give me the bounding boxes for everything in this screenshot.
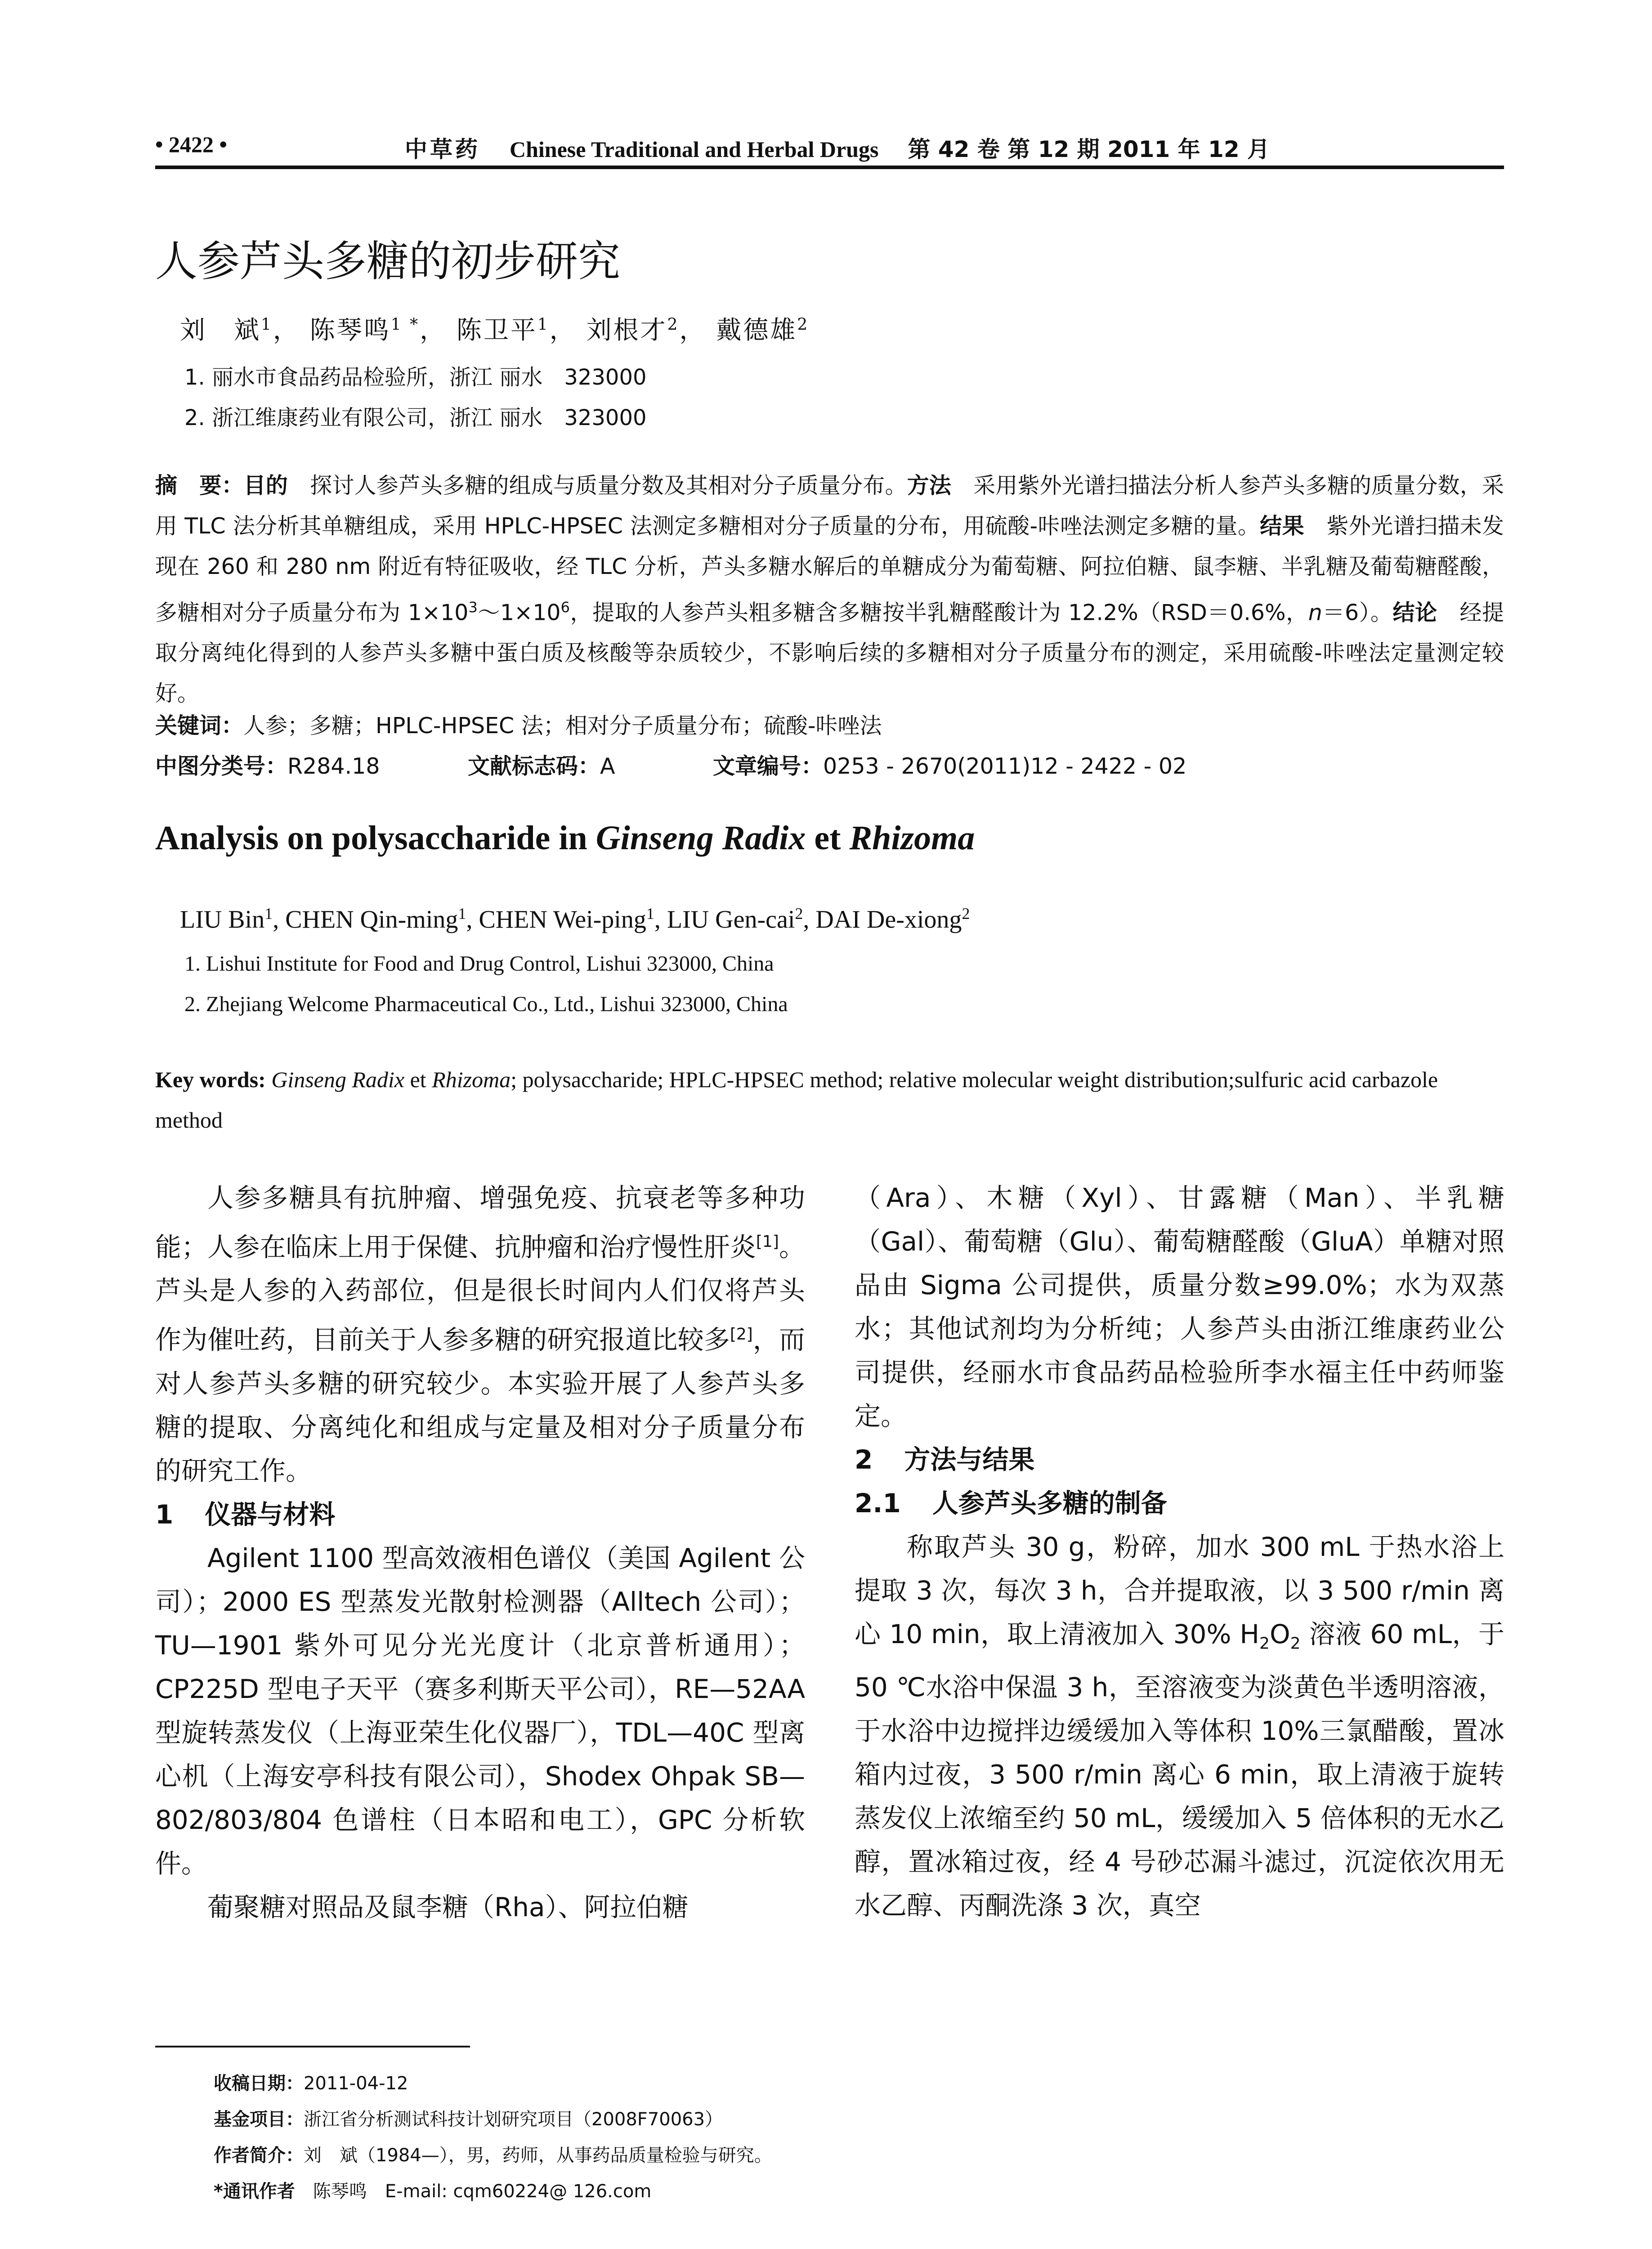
doc-label: 文献标志码： <box>468 753 600 779</box>
section-2-1-heading <box>855 1482 1504 1525</box>
result-text: ～1×10 <box>477 600 561 626</box>
title-en-italic: Rhizoma <box>849 819 975 857</box>
keywords-en-rest: ; polysaccharide; HPLC-HPSEC method; relative molecular weight distribution;sulfuric acid carbazole method <box>155 1067 1438 1133</box>
journal-name-en: Chinese Traditional and Herbal Drugs <box>510 137 879 162</box>
footnote-label: *通讯作者 <box>214 2181 295 2202</box>
footnote-text: 刘 斌（1984—），男，药师，从事药品质量检验与研究。 <box>304 2145 772 2166</box>
article-label: 文章编号： <box>713 753 824 779</box>
authors-en: LIU Bin$^1$, CHEN Qin-ming$^1$, CHEN Wei-ping$^1$, LIU Gen-cai$^2$, DAI De-xiong$^2$ <box>180 905 970 934</box>
abstract-label: 摘 要： <box>155 473 244 498</box>
intro-text: ，而对人参芦头多糖的研究较少。本实验开展了人参芦头多糖的提取、分离纯化和组成与定量及相对分子质量分布的研究工作。 <box>155 1324 805 1486</box>
author-sup: 1 <box>458 905 466 923</box>
conclusion-label: 结论 <box>1392 600 1437 626</box>
keywords-cn <box>155 708 882 740</box>
author-en: DAI De-xiong <box>815 905 962 934</box>
footnote-label: 作者简介： <box>214 2145 304 2166</box>
intro-text: 。芦头是人参的入药部位，但是很长时间内人们仅将芦头作为催吐药，目前关于人参多糖的研究报道比较多 <box>155 1232 805 1355</box>
title-en-italic: Ginseng Radix <box>595 819 806 857</box>
classification-line <box>155 749 380 780</box>
affiliation-en-1: 1. Lishui Institute for Food and Drug Control, Lishui 323000, China <box>184 952 774 976</box>
reference-paragraph: 葡聚糖对照品及鼠李糖（Rha）、阿拉伯糖 <box>207 1891 689 1922</box>
section-number: 1 <box>155 1499 174 1530</box>
clc-label: 中图分类号： <box>155 753 288 779</box>
author-sup: 2 <box>667 315 680 334</box>
superscript: 3 <box>468 599 478 616</box>
objective-text: 探讨人参芦头多糖的组成与质量分数及其相对分子质量分布。 <box>310 473 907 498</box>
author-sup: 1 <box>264 905 273 923</box>
journal-name-cn: 中草药 <box>405 136 480 162</box>
section-title: 人参芦头多糖的制备 <box>932 1488 1167 1519</box>
conclusion-text: 经提取分离纯化得到的人参芦头多糖中蛋白质及核酸等杂质较少，不影响后续的多糖相对分子质量分布的测定，采用硫酸-咔唑法定量测定较好。 <box>155 600 1504 707</box>
citation: [2] <box>730 1325 753 1344</box>
keywords-en <box>155 1059 1504 1140</box>
preparation-paragraph <box>855 1525 1504 1927</box>
article-title-en <box>155 819 975 858</box>
author-sup: 1 <box>646 905 654 923</box>
author-sup: 1 * <box>390 315 420 334</box>
section-1-heading <box>155 1493 805 1537</box>
result-text: ，提取的人参芦头粗多糖含多糖按半乳糖醛酸计为 12.2%（RSD＝0.6%， <box>569 600 1308 626</box>
author-en: LIU Gen-cai <box>667 905 795 934</box>
prep-text: 溶液 60 mL，于 50 ℃水浴中保温 3 h，至溶液变为淡黄色半透明溶液，于水浴中边搅拌边缓缓加入等体积 10%三氯醋酸，置冰箱内过夜，3 500 r/min 离心 6 min，取上清液于旋转蒸发仪上浓缩至约 50 mL，缓缓加入 5 倍体积的无水乙醇，置冰箱过夜，经 4 号砂芯漏斗滤过，沉淀依次用无水乙醇、丙酮洗涤 3 次，真空 <box>855 1619 1504 1921</box>
affiliation-cn-2: 2. 浙江维康药业有限公司，浙江 丽水 323000 <box>184 405 647 430</box>
title-en-prefix: Analysis on polysaccharide in <box>155 819 596 857</box>
body-right-column <box>855 1176 1504 1927</box>
title-en-mid: et <box>806 819 850 857</box>
author-sup: 1 <box>537 315 550 334</box>
author-sup: 1 <box>261 315 273 334</box>
keywords-en-italic: Ginseng Radix <box>271 1067 405 1092</box>
objective-label: 目的 <box>243 473 288 498</box>
article-number <box>713 749 1186 780</box>
section-number: 2 <box>855 1444 873 1475</box>
footnote-author <box>214 2141 772 2167</box>
footnote-corresponding <box>214 2177 651 2203</box>
author-sup: 2 <box>797 315 810 334</box>
doc-value: A <box>600 753 615 779</box>
clc-value: R284.18 <box>287 753 380 779</box>
keywords-en-italic: Rhizoma <box>432 1067 511 1092</box>
prep-text: O <box>1269 1619 1290 1649</box>
body-left-column <box>155 1176 805 1929</box>
doc-code <box>468 749 615 780</box>
footnote-received <box>214 2069 408 2095</box>
materials-paragraph: （Ara）、木糖（Xyl）、甘露糖（Man）、半乳糖（Gal）、葡萄糖（Glu）、葡萄糖醛酸（GluA）单糖对照品由 Sigma 公司提供，质量分数≥99.0%；水为双蒸水；其他试剂均为分析纯；人参芦头由浙江维康药业公司提供，经丽水市食品药品检验所李水福主任中药师鉴定。 <box>855 1183 1504 1431</box>
section-title: 仪器与材料 <box>205 1499 336 1530</box>
author-cn: 戴德雄 <box>716 316 797 345</box>
affiliation-en-2: 2. Zhejiang Welcome Pharmaceutical Co., Ltd., Lishui 323000, China <box>184 992 788 1016</box>
instruments-paragraph: Agilent 1100 型高效液相色谱仪（美国 Agilent 公司）；2000 ES 型蒸发光散射检测器（Alltech 公司）；TU—1901 紫外可见分光光度计（北京普析通用）；CP225D 型电子天平（赛多利斯天平公司），RE—52AA 型旋转蒸发仪（上海亚荣生化仪器厂），TDL—40C 型离心机（上海安亭科技有限公司），Shodex Ohpak SB—802/803/804 色谱柱（日本昭和电工），GPC 分析软件。 <box>155 1542 805 1879</box>
method-label: 方法 <box>907 473 951 498</box>
keywords-label: 关键词： <box>155 713 244 739</box>
method-text: 采用紫外光谱扫描法分析人参芦头多糖的质量分数，采用 TLC 法分析其单糖组成，采用 HPLC-HPSEC 法测定多糖相对分子质量的分布，用硫酸-咔唑法测定多糖的量。 <box>155 473 1504 539</box>
footnote-label: 基金项目： <box>214 2109 304 2130</box>
author-cn: 陈琴鸣 <box>309 316 391 345</box>
keywords-text: 人参；多糖；HPLC-HPSEC 法；相对分子质量分布；硫酸-咔唑法 <box>243 713 882 739</box>
citation: [1] <box>756 1232 779 1251</box>
article-value: 0253 - 2670(2011)12 - 2422 - 02 <box>823 753 1187 779</box>
page-number: • 2422 • <box>155 132 228 157</box>
footnote-text: 2011-04-12 <box>304 2073 408 2094</box>
affiliation-cn-1: 1. 丽水市食品药品检验所，浙江 丽水 323000 <box>184 365 647 390</box>
footnote-label: 收稿日期： <box>214 2073 304 2094</box>
article-title-cn: 人参芦头多糖的初步研究 <box>155 237 621 286</box>
section-2-heading <box>855 1438 1504 1482</box>
authors-cn: 刘 斌$^1$， 陈琴鸣$^{1 *}$， 陈卫平$^1$， 刘根才$^2$， 戴德雄$^2$ <box>180 315 810 345</box>
author-cn: 陈卫平 <box>456 316 537 345</box>
n-italic: n <box>1308 600 1322 626</box>
header-rule <box>155 166 1504 169</box>
author-cn: 刘 斌 <box>180 316 261 345</box>
result-label: 结果 <box>1260 513 1305 539</box>
author-cn: 刘根才 <box>586 316 667 345</box>
author-en: CHEN Qin-ming <box>285 905 458 934</box>
superscript: 6 <box>560 599 570 616</box>
section-number: 2.1 <box>855 1488 901 1519</box>
journal-header <box>405 131 1270 164</box>
author-en: CHEN Wei-ping <box>479 905 646 934</box>
keywords-en-mid: et <box>404 1067 432 1092</box>
journal-issue: 第 42 卷 第 12 期 2011 年 12 月 <box>908 136 1270 162</box>
subscript: 2 <box>1259 1634 1270 1653</box>
subscript: 2 <box>1290 1634 1301 1653</box>
footnote-rule <box>155 2046 470 2047</box>
author-sup: 2 <box>795 905 803 923</box>
footnote-text: 陈琴鸣 E-mail: cqm60224@ 126.com <box>295 2181 652 2202</box>
abstract-cn <box>155 466 1504 714</box>
footnote-funding <box>214 2105 723 2131</box>
footnote-text: 浙江省分析测试科技计划研究项目（2008F70063） <box>304 2109 723 2130</box>
intro-paragraph <box>155 1176 805 1493</box>
section-title: 方法与结果 <box>904 1444 1035 1475</box>
prep-text: 称取芦头 30 g，粉碎，加水 300 mL 于热水浴上提取 3 次，每次 3 h，合并提取液，以 3 500 r/min 离心 10 min，取上清液加入 30% H <box>855 1532 1504 1649</box>
intro-text: 人参多糖具有抗肿瘤、增强免疫、抗衰老等多种功能；人参在临床上用于保健、抗肿瘤和治疗慢性肝炎 <box>155 1183 805 1263</box>
author-en: LIU Bin <box>180 905 265 934</box>
author-sup: 2 <box>962 905 970 923</box>
result-text: 紫外光谱扫描未发现在 260 和 280 nm 附近有特征吸收，经 TLC 分析，芦头多糖水解后的单糖成分为葡萄糖、阿拉伯糖、鼠李糖、半乳糖及葡萄糖醛酸，多糖相对分子质量分布为 1×10 <box>155 513 1504 626</box>
keywords-en-label: Key words: <box>155 1067 266 1092</box>
result-text: ＝6）。 <box>1322 600 1393 626</box>
